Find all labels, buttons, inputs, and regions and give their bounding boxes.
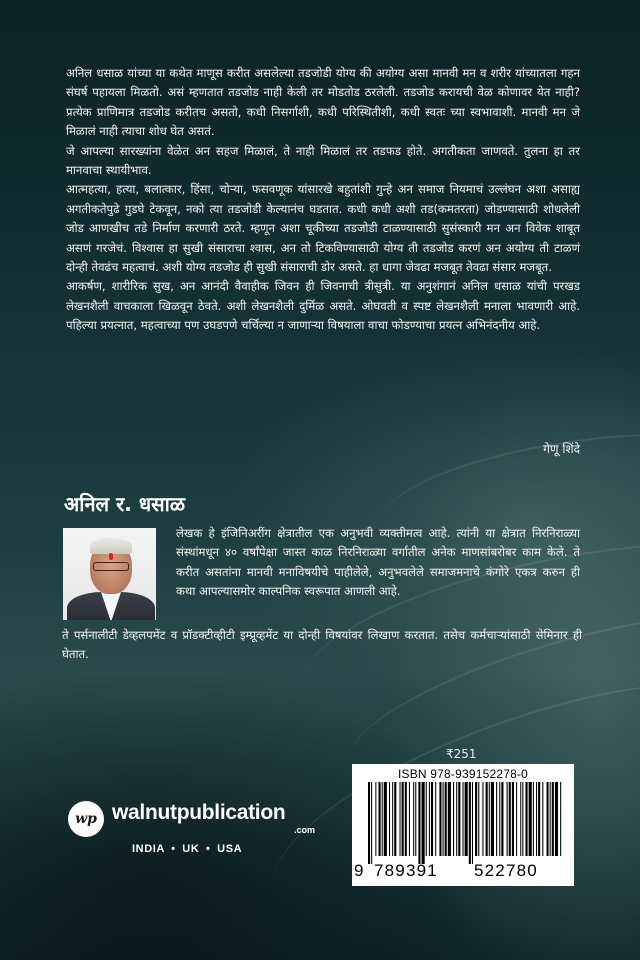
- barcode-bar: [550, 782, 551, 856]
- barcode-digits-left: 789391: [374, 861, 438, 880]
- barcode-bar: [526, 782, 528, 856]
- barcode-bar: [409, 782, 410, 856]
- publisher-block: [68, 797, 338, 877]
- isbn-label: ISBN 978-939152278-0: [397, 767, 529, 781]
- barcode-bar: [453, 782, 454, 856]
- barcode-bar: [560, 782, 561, 856]
- barcode-bar: [375, 782, 376, 856]
- barcode-bar: [475, 782, 477, 856]
- barcode-digits-right: 522780: [474, 861, 538, 880]
- publisher-domain: .com: [294, 825, 316, 835]
- barcode-bar: [443, 782, 444, 856]
- barcode-bar: [536, 782, 537, 856]
- blurb-text: [66, 64, 580, 336]
- publisher-regions: INDIA • UK • USA: [132, 843, 243, 855]
- barcode-bar: [491, 782, 494, 856]
- barcode-digit-first: 9: [354, 861, 365, 880]
- publisher-logo-icon: wp: [68, 801, 104, 837]
- barcode-bar: [463, 782, 464, 856]
- barcode-bar: [379, 782, 381, 856]
- blurb-paragraph-2: जे आपल्या सारख्यांना वेळेत अन सहज मिळालं, ते नाही मिळालं तर तडफड होते. अगतीकता जाणवते. तुलना हा तर मानवाचा स्थायीभाव.: [66, 143, 580, 178]
- barcode-bar: [429, 782, 430, 856]
- author-photo-glasses: [93, 562, 129, 571]
- barcode-bar: [489, 782, 490, 856]
- author-photo-tilak: [109, 553, 113, 560]
- barcode-bar: [486, 782, 488, 856]
- barcode-bar: [394, 782, 396, 856]
- barcode-bar: [371, 782, 372, 864]
- barcode-bar: [426, 782, 427, 856]
- barcode-bar: [496, 782, 497, 856]
- author-bio-continued: ते पर्सनालीटी डेव्हलपमेंट व प्रॉडक्टीव्हीटी इम्प्रूव्हमेंट या दोन्ही विषयांवर लिखाण करतात. तसेच कर्मचाऱ्यांसाठी सेमिनार ही घेतात.: [62, 628, 582, 662]
- blurb-paragraph-1: अनिल धसाळ यांच्या या कथेत माणूस करीत असलेल्या तडजोडी योग्य की अयोग्य असा मानवी मन व शरीर यांच्यातला गहन संघर्ष पहायला मिळतो. असं म्हणतात तडजोड नाही केली तर मोडतोड ठरलेली. तडजोड करायची वेळ कोणावर येत नाही? प्रत्येक प्राणिमात्र तडजोड करीतच असतो, कधी निसर्गाशी, कधी परिस्थितीशी, कधी स्वतः च्या स्वभावाशी. मानवी मन जे मिळालं नाही त्याचा शोध घेत असतं.: [66, 66, 580, 139]
- barcode-bar: [478, 782, 479, 856]
- blurb-signature: गेणू शिंदे: [543, 442, 580, 456]
- barcode-bar: [465, 782, 468, 856]
- barcode-bar: [458, 782, 460, 856]
- barcode-bar: [516, 782, 517, 856]
- barcode-bar: [400, 782, 401, 856]
- barcode-bar: [533, 782, 534, 856]
- barcode-bar: [509, 782, 511, 856]
- barcode-bar: [392, 782, 393, 856]
- author-photo-hair: [90, 538, 132, 554]
- blurb-paragraph-3: आत्महत्या, हत्या, बलात्कार, हिंसा, चोऱ्या, फसवणूक यांसारखे बहुतांशी गुन्हे अन समाज नियमाचं उल्लंघन अशा असाह्य अगतीकतेपुढे गुडघे टेकवून, नको त्या तडजोडी केल्यानंच घडतात. कधी कधी अशी तड(कमतरता) जोडण्यासाठी शोधलेली जोड आणखीच तडे निर्माण करणारी ठरते. म्हणून अशा चूकीच्या तडजोडी टाळण्यासाठी सुसंस्कारी मन अन विवेक शाबूत असणं गरजेचं. विश्वास हा सुखी संसाराचा श्वास, अन तो टिकविण्यासाठी योग्य ती तडजोड करणं अन अयोग्य ती टाळणं दोन्ही तेवढंच महत्वाचं. अशी योग्य तडजोड ही सुखी संसाराची डोर असते. हा धागा जेवढा मजबूत तेवढा संसार मजबूत.: [66, 182, 580, 275]
- barcode-bar: [542, 782, 543, 856]
- isbn-barcode: [352, 764, 574, 886]
- author-bio: लेखक हे इंजिनिअरींग क्षेत्रातील एक अनुभवी व्यक्तीमत्व आहे. त्यांनी या क्षेत्रात निरनिराळ्या संस्थांमधून ४० वर्षांपेक्षा जास्त काळ निरनिराळ्या वर्गातील अनेक माणसांबरोबर काम केले. ते करीत असतांना मानवी मनाविषयीचे पाहीलेले, अनुभवलेले समाजमनाचे कंगोरे एकत्र करुन ही कथा आपल्यासमोर काल्पनिक स्वरूपात आणली आहे.: [176, 526, 580, 599]
- barcode-bar: [422, 782, 425, 864]
- barcode-bar: [405, 782, 407, 856]
- barcode-bar: [507, 782, 508, 856]
- barcode-bar: [522, 782, 523, 856]
- barcode-bar: [413, 782, 414, 856]
- author-name-heading: अनिल र. धसाळ: [64, 492, 186, 516]
- barcode-bar: [538, 782, 540, 856]
- barcode-bar: [501, 782, 503, 856]
- barcode-bars: [362, 782, 566, 864]
- barcode-bar: [382, 782, 383, 856]
- publisher-name: walnutpublication: [112, 801, 286, 824]
- blurb-paragraph-4: आकर्षण, शारीरिक सुख, अन आनंदी वैवाहीक जिवन ही जिवनाची त्रीसुत्री. या अनुशंगानं अनिल धसाळ यांची परखड लेखनशैली वाचकाला खिळवून ठेवते. अशी लेखनशैली दुर्मिळ असते. ओघवती व स्पष्ट लेखनशैली मनाला भावणारी आहे. पहिल्या प्रयत्नात, महत्वाच्या पण उघडपणे चर्चिल्या न जाणाऱ्या विषयाला वाचा फोडण्याचा प्रयत्न अभिनंदनीय आहे.: [66, 279, 580, 333]
- barcode-bar: [418, 782, 420, 864]
- barcode-bar: [547, 782, 549, 856]
- barcode-bar: [384, 782, 387, 856]
- barcode-bar: [415, 782, 416, 856]
- barcode-bar: [529, 782, 532, 856]
- barcode-bar: [448, 782, 451, 856]
- barcode-bar: [389, 782, 390, 856]
- barcode-bar: [439, 782, 441, 856]
- barcode-bar: [469, 782, 471, 864]
- barcode-bar: [555, 782, 558, 856]
- author-photo: [63, 528, 156, 620]
- barcode-bar: [499, 782, 500, 856]
- barcode-bar: [552, 782, 554, 856]
- barcode-bar: [520, 782, 521, 856]
- price-label: ₹251: [446, 747, 477, 761]
- barcode-bar: [445, 782, 447, 856]
- barcode-bar: [402, 782, 404, 856]
- barcode-bar: [482, 782, 483, 856]
- barcode-bar: [435, 782, 436, 856]
- barcode-bar: [368, 782, 370, 864]
- barcode-bar: [456, 782, 457, 856]
- barcode-bar: [512, 782, 514, 856]
- barcode-bar: [472, 782, 473, 864]
- barcode-bar: [431, 782, 433, 856]
